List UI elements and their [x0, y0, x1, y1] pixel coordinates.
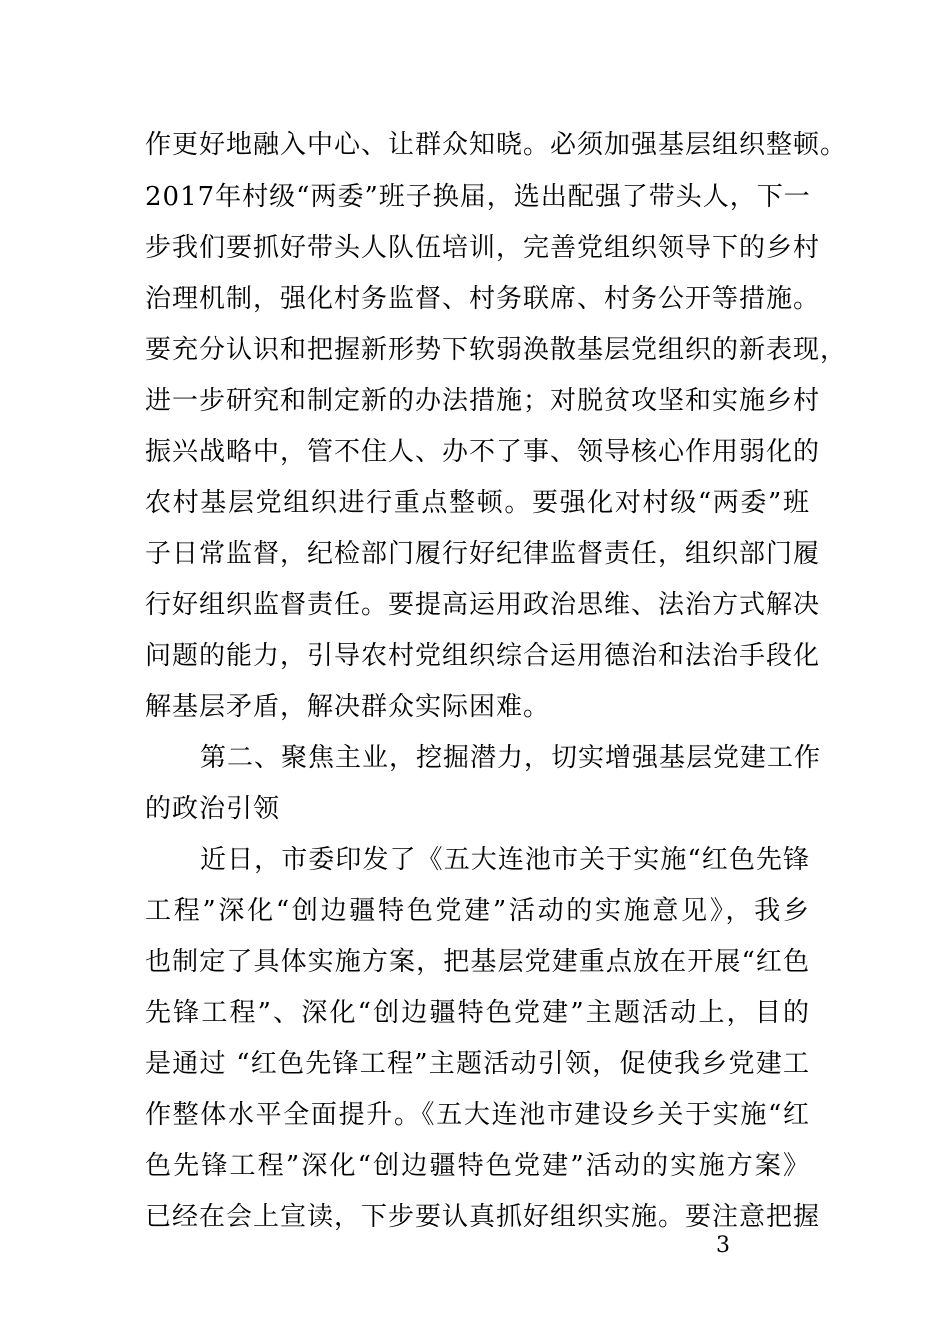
body-text-line: 步我们要抓好带头人队伍培训，完善党组织领导下的乡村: [145, 233, 821, 263]
body-text-line: 也制定了具体实施方案，把基层党建重点放在开展“红色: [145, 947, 810, 977]
body-text-line: 是通过 “红色先锋工程”主题活动引领，促使我乡党建工: [145, 1049, 810, 1079]
body-text-line: 振兴战略中，管不住人、办不了事、领导核心作用弱化的: [145, 437, 821, 467]
body-text-line: 解基层矛盾，解决群众实际困难。: [145, 692, 551, 722]
body-text-line: 作整体水平全面提升。《五大连池市建设乡关于实施“红: [145, 1100, 810, 1130]
body-text-line: 行好组织监督责任。要提高运用政治思维、法治方式解决: [145, 590, 821, 620]
body-text-line: 2017年村级“两委”班子换届，选出配强了带头人，下一: [145, 182, 811, 212]
body-text-line: 先锋工程”、深化“创边疆特色党建”主题活动上，目的: [145, 998, 810, 1028]
body-text-line: 作更好地融入中心、让群众知晓。必须加强基层组织整顿。: [145, 130, 848, 160]
body-text-line: 治理机制，强化村务监督、村务联席、村务公开等措施。: [145, 284, 821, 314]
section-heading-line: 的政治引领: [145, 794, 281, 824]
body-text-line: 色先锋工程”深化“创边疆特色党建”活动的实施方案》: [145, 1151, 810, 1181]
section-heading-line: 第二、聚焦主业，挖掘潜力，切实增强基层党建工作: [200, 743, 822, 773]
body-text-line: 已经在会上宣读，下步要认真抓好组织实施。要注意把握: [145, 1202, 821, 1232]
body-text-line: 农村基层党组织进行重点整顿。要强化对村级“两委”班: [145, 488, 810, 518]
page-number: 3: [716, 1233, 730, 1258]
body-text-line: 工程”深化“创边疆特色党建”活动的实施意见》，我乡: [145, 896, 810, 926]
body-text-line: 进一步研究和制定新的办法措施；对脱贫攻坚和实施乡村: [145, 386, 821, 416]
body-text-line: 问题的能力，引导农村党组织综合运用德治和法治手段化: [145, 641, 821, 671]
body-text-line: 要充分认识和把握新形势下软弱涣散基层党组织的新表现，: [145, 335, 848, 365]
body-text-line: 近日，市委印发了《五大连池市关于实施“红色先锋: [200, 845, 810, 875]
body-text-line: 子日常监督，纪检部门履行好纪律监督责任，组织部门履: [145, 539, 821, 569]
